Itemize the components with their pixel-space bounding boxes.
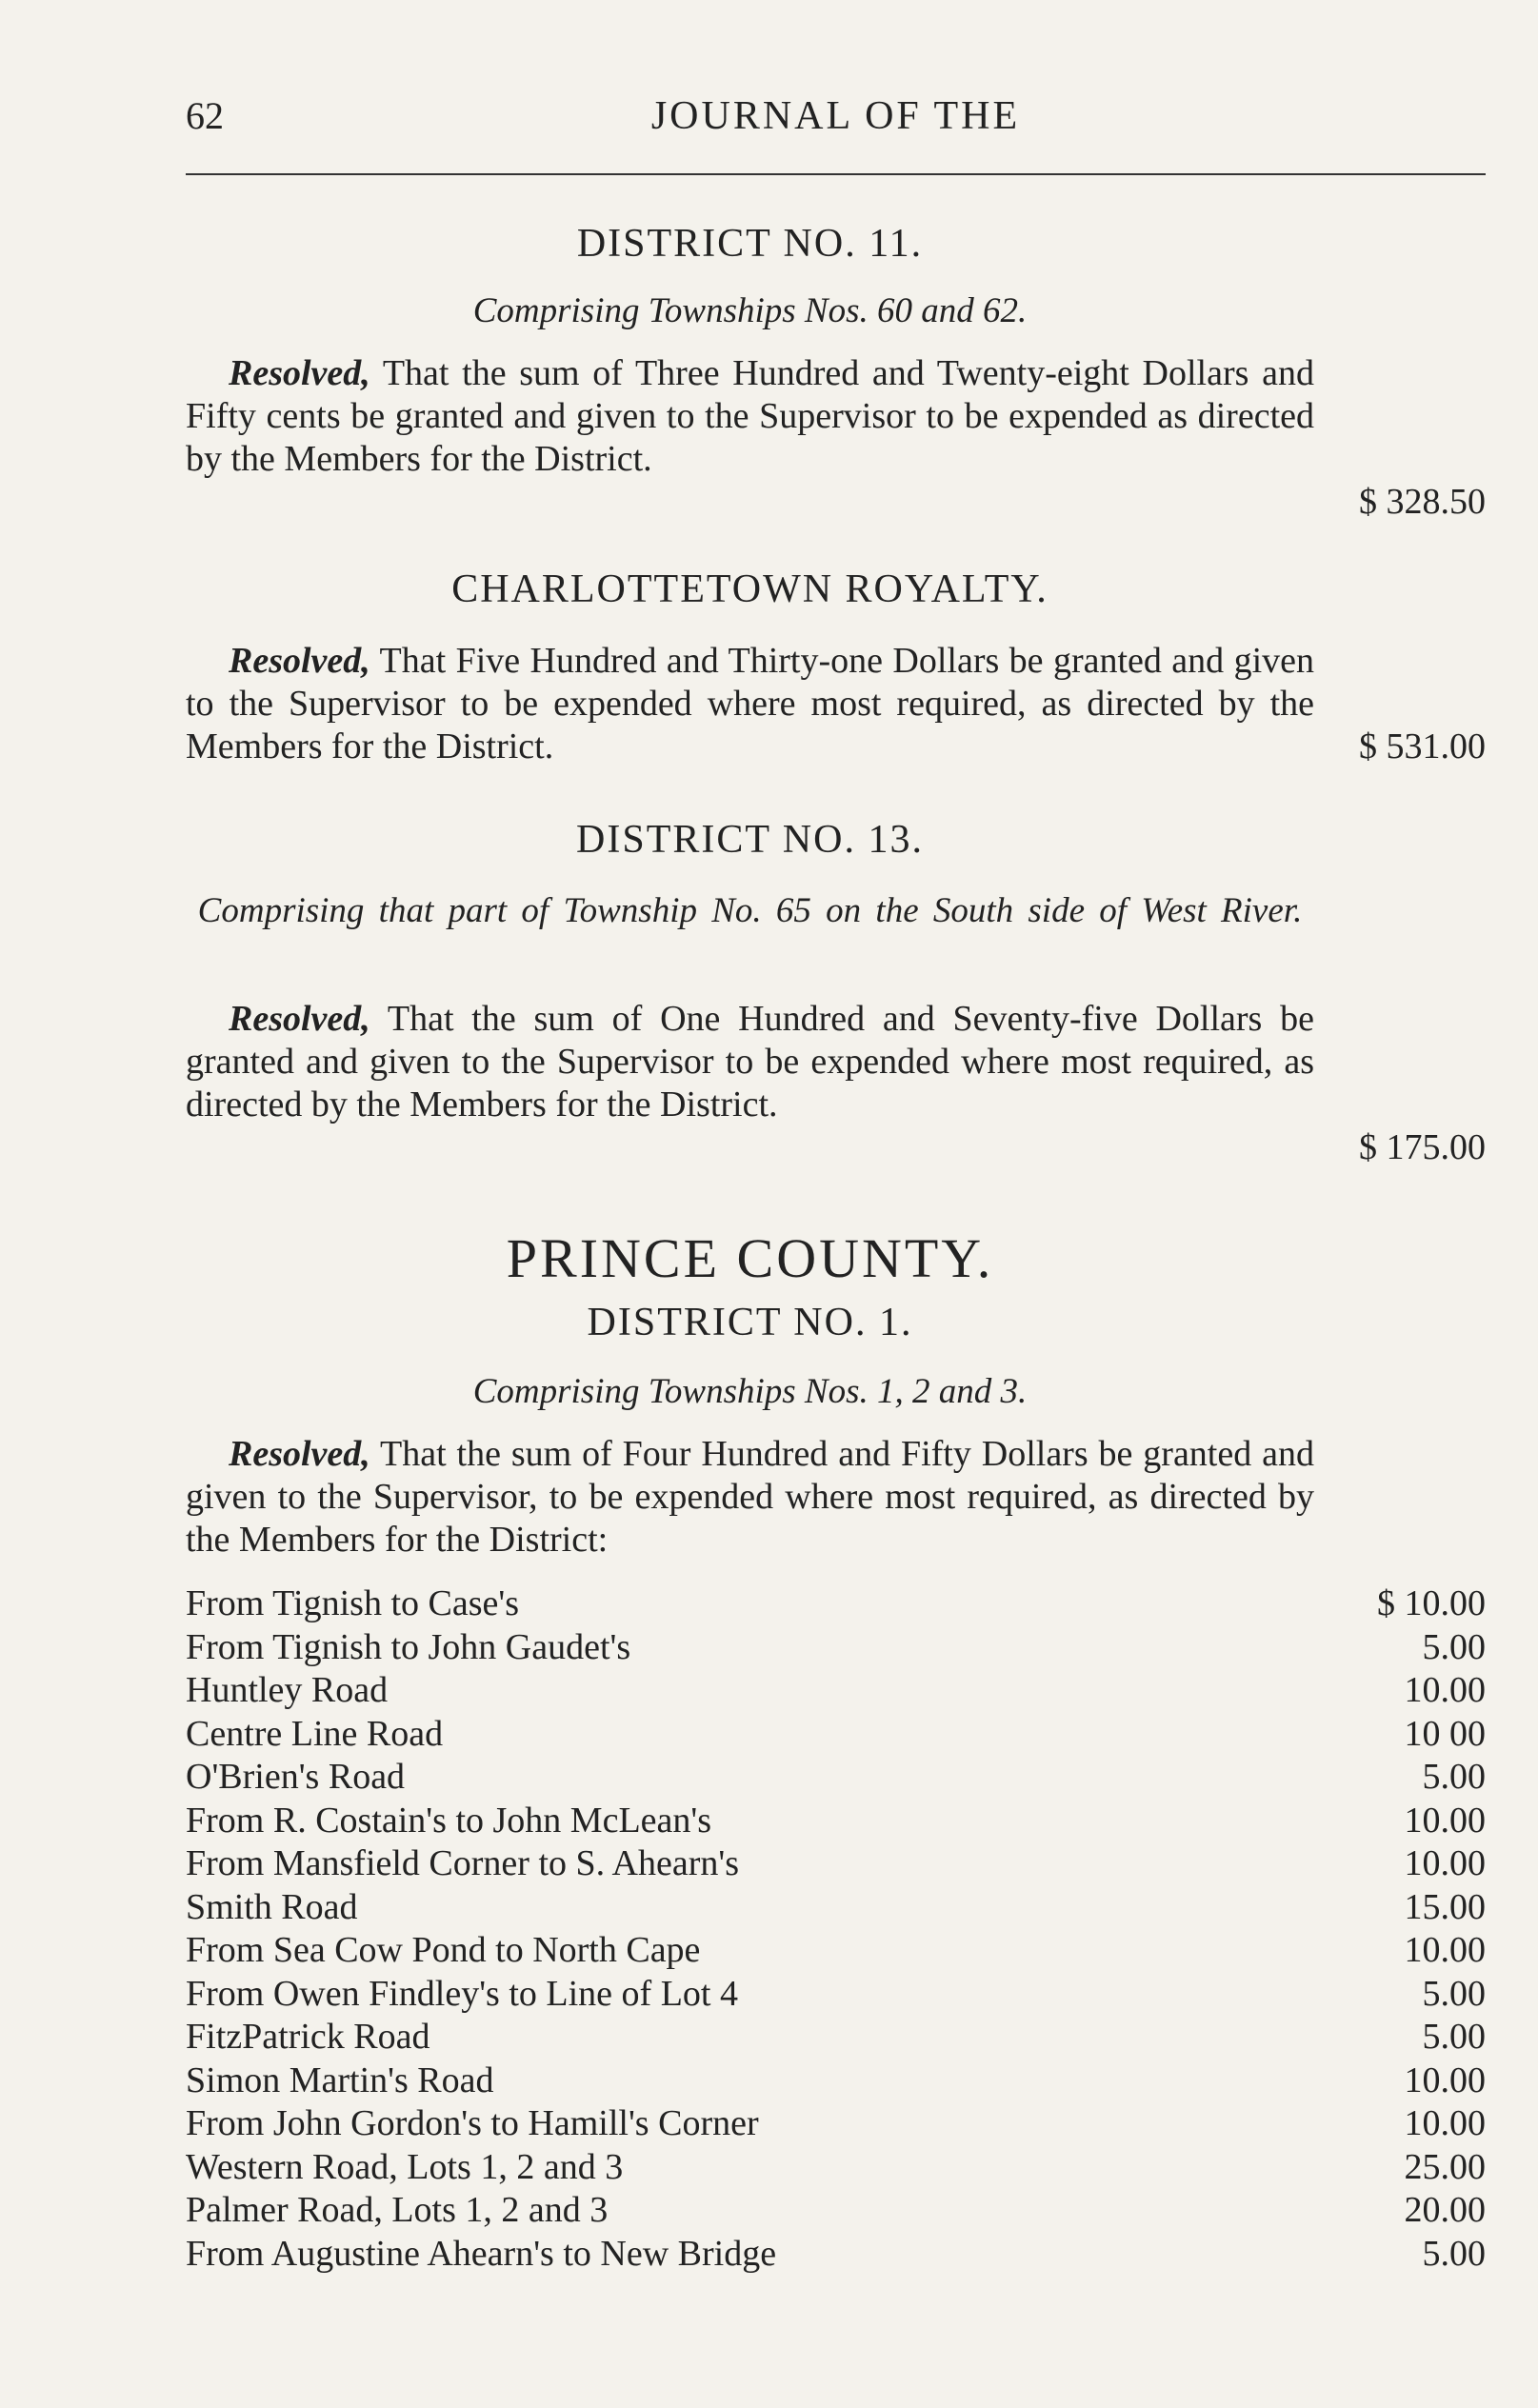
road-allocation-list bbox=[186, 1582, 1486, 2276]
list-item bbox=[186, 1886, 1486, 1930]
resolved-lead: Resolved, bbox=[229, 353, 370, 393]
road-name: Centre Line Road bbox=[186, 1713, 444, 1754]
resolution-text: That the sum of One Hundred and Seventy-five Dollars be granted and given to the Supervisor to be expended where most required, as directed by the Members for the District. bbox=[186, 999, 1314, 1124]
road-amount: 10.00 bbox=[1404, 1670, 1486, 1710]
charlottetown-royalty-resolution bbox=[186, 640, 1314, 768]
list-item bbox=[186, 1756, 1486, 1800]
list-item bbox=[186, 2189, 1486, 2233]
road-amount: 15.00 bbox=[1404, 1886, 1486, 1927]
running-head: JOURNAL OF THE bbox=[650, 94, 1021, 138]
road-amount: 10.00 bbox=[1404, 2103, 1486, 2143]
road-amount: 20.00 bbox=[1404, 2190, 1486, 2230]
road-name: From John Gordon's to Hamill's Corner bbox=[186, 2103, 759, 2143]
list-item bbox=[186, 1669, 1486, 1713]
resolved-lead: Resolved, bbox=[229, 1434, 370, 1474]
road-amount: 5.00 bbox=[1422, 2233, 1486, 2274]
road-name: From Owen Findley's to Line of Lot 4 bbox=[186, 1973, 738, 2014]
list-item bbox=[186, 2102, 1486, 2146]
list-item bbox=[186, 1973, 1486, 2017]
road-amount: 10.00 bbox=[1404, 1930, 1486, 1970]
charlottetown-royalty-amount: $ 531.00 bbox=[1359, 726, 1486, 766]
road-name: From Augustine Ahearn's to New Bridge bbox=[186, 2233, 777, 2274]
resolved-lead: Resolved, bbox=[229, 999, 370, 1039]
charlottetown-royalty-heading: CHARLOTTETOWN ROYALTY. bbox=[451, 567, 1049, 611]
district-11-comprising: Comprising Townships Nos. 60 and 62. bbox=[472, 291, 1028, 330]
header-rule bbox=[186, 173, 1486, 175]
prince-county-heading: PRINCE COUNTY. bbox=[506, 1227, 994, 1289]
road-name: FitzPatrick Road bbox=[186, 2017, 430, 2057]
road-name: From Tignish to Case's bbox=[186, 1583, 519, 1623]
road-amount: 5.00 bbox=[1422, 1757, 1486, 1797]
road-amount: 5.00 bbox=[1422, 2017, 1486, 2057]
list-item bbox=[186, 2060, 1486, 2103]
road-amount: 10 00 bbox=[1404, 1713, 1486, 1754]
road-name: Simon Martin's Road bbox=[186, 2060, 494, 2100]
district-13-amount: $ 175.00 bbox=[1359, 1127, 1486, 1167]
page-header bbox=[186, 93, 1486, 150]
district-13-resolution bbox=[186, 998, 1314, 1126]
district-13-comprising: Comprising that part of Township No. 65 on the South side of West River. bbox=[197, 891, 1303, 930]
list-item bbox=[186, 1929, 1486, 1973]
road-name: Western Road, Lots 1, 2 and 3 bbox=[186, 2146, 624, 2187]
road-name: From Mansfield Corner to S. Ahearn's bbox=[186, 1843, 740, 1883]
district-11-amount: $ 328.50 bbox=[1359, 482, 1486, 522]
road-amount: 5.00 bbox=[1422, 1626, 1486, 1667]
road-amount: 10.00 bbox=[1404, 1800, 1486, 1841]
prince-district-1-resolution bbox=[186, 1433, 1314, 1562]
district-11-resolution bbox=[186, 352, 1314, 481]
road-name: Huntley Road bbox=[186, 1670, 389, 1710]
road-amount: 5.00 bbox=[1422, 1973, 1486, 2014]
district-11-heading: DISTRICT NO. 11. bbox=[576, 222, 924, 266]
list-item bbox=[186, 2146, 1486, 2190]
list-item bbox=[186, 1800, 1486, 1843]
road-name: Palmer Road, Lots 1, 2 and 3 bbox=[186, 2190, 609, 2230]
list-item bbox=[186, 2016, 1486, 2060]
list-item bbox=[186, 2233, 1486, 2277]
list-item bbox=[186, 1626, 1486, 1670]
road-amount: $ 10.00 bbox=[1377, 1583, 1486, 1623]
road-name: Smith Road bbox=[186, 1886, 358, 1927]
list-item bbox=[186, 1713, 1486, 1757]
list-item bbox=[186, 1842, 1486, 1886]
road-name: From R. Costain's to John McLean's bbox=[186, 1800, 712, 1841]
resolution-text: That Five Hundred and Thirty-one Dollars be granted and given to the Supervisor to be expended where most required, as directed by the Members for the District. bbox=[186, 641, 1314, 766]
road-amount: 10.00 bbox=[1404, 1843, 1486, 1883]
prince-district-1-comprising: Comprising Townships Nos. 1, 2 and 3. bbox=[472, 1372, 1028, 1411]
list-item bbox=[186, 1582, 1486, 1626]
road-name: From Tignish to John Gaudet's bbox=[186, 1626, 631, 1667]
road-name: From Sea Cow Pond to North Cape bbox=[186, 1930, 701, 1970]
road-amount: 10.00 bbox=[1404, 2060, 1486, 2100]
road-amount: 25.00 bbox=[1404, 2146, 1486, 2187]
district-13-heading: DISTRICT NO. 13. bbox=[576, 818, 924, 862]
page-number: 62 bbox=[186, 94, 224, 137]
resolution-text: That the sum of Four Hundred and Fifty Dollars be granted and given to the Supervisor, to be expended where most required, as directed by the Members for the District: bbox=[186, 1434, 1314, 1560]
resolved-lead: Resolved, bbox=[229, 641, 370, 681]
prince-district-1-heading: DISTRICT NO. 1. bbox=[587, 1301, 913, 1344]
resolution-text: That the sum of Three Hundred and Twenty-eight Dollars and Fifty cents be granted and given to the Supervisor to be expended as directed by the Members for the District. bbox=[186, 353, 1314, 479]
road-name: O'Brien's Road bbox=[186, 1757, 406, 1797]
